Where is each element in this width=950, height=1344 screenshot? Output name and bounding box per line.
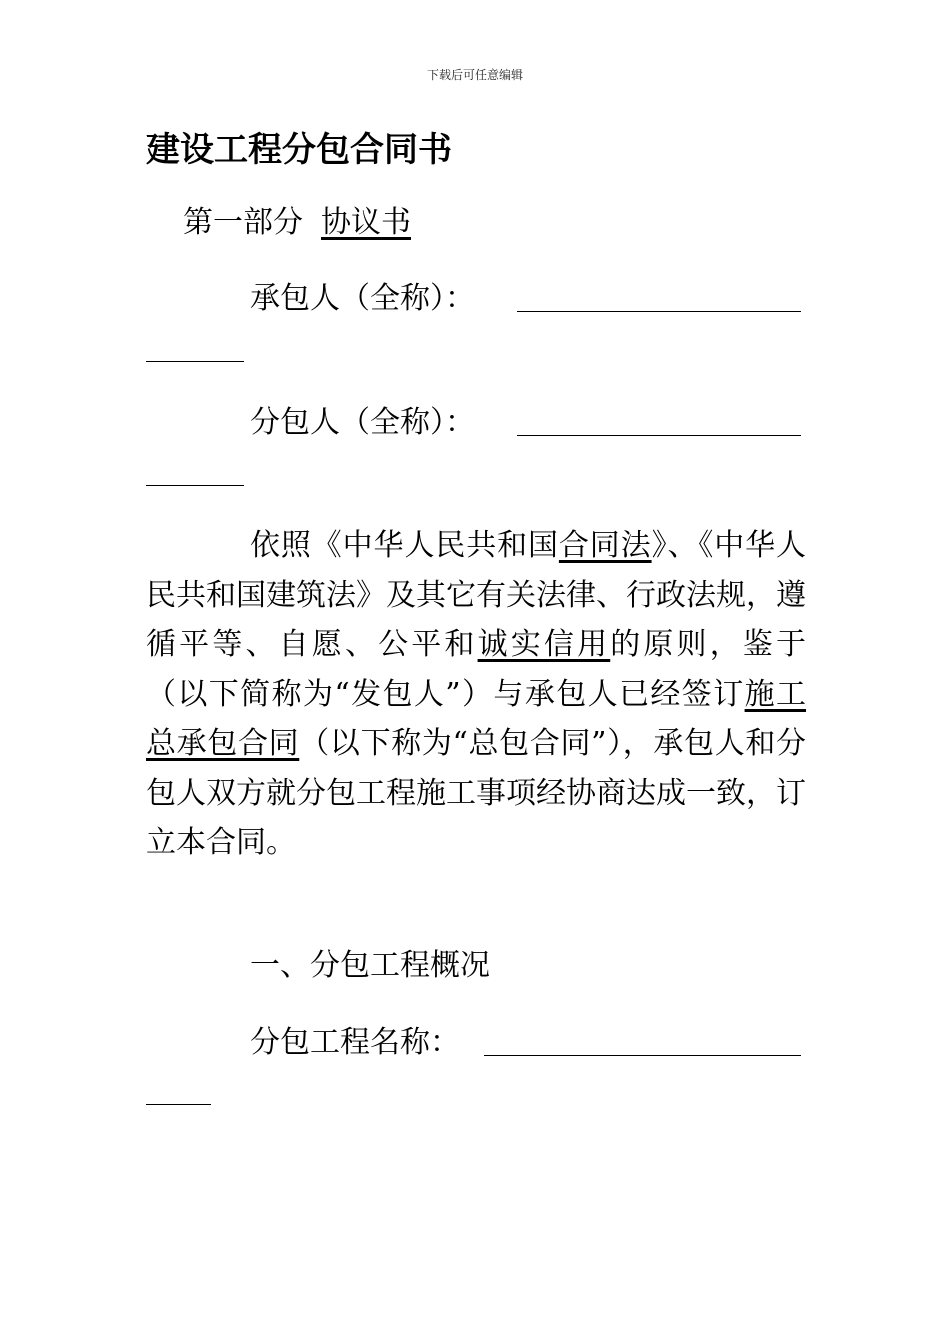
part-heading (183, 200, 411, 246)
section-heading-overview: 一、分包工程概况 (250, 948, 490, 983)
project-name-blank-line-1 (484, 1055, 801, 1056)
general-contract-link[interactable]: 施工总承包合同 (146, 676, 806, 761)
intro-text-3: 的原则，鉴于 （以下简称为“发包人”）与承包人已经签订 (146, 627, 807, 712)
good-faith-link[interactable]: 诚实信用 (477, 627, 611, 662)
contractor-blank-line-2 (146, 361, 244, 362)
intro-paragraph (146, 521, 806, 868)
intro-text-1: 依照《中华人民共和国 (250, 528, 559, 563)
page-header-note: 下载后可任意编辑 (426, 68, 523, 82)
subcontractor-blank-line-2 (146, 485, 244, 486)
part-name: 协议书 (321, 205, 411, 240)
part-label: 第一部分 (183, 205, 303, 240)
document-title: 建设工程分包合同书 (146, 130, 452, 170)
project-name-label: 分包工程名称： (250, 1025, 460, 1060)
subcontractor-blank-line-1 (517, 435, 801, 436)
contractor-label: 承包人（全称）： (250, 281, 475, 316)
subcontractor-label: 分包人（全称）： (250, 405, 475, 440)
intro-text-4: （以下称为“总包合同”），承包人和分包人双方就分包工程施工事项经协商达成一致，订立本合同。 (146, 726, 806, 860)
intro-text-2: 》、《中华人民共和国建筑法》及其它有关法律、行政法规，遵循平等、自愿、公平和 (146, 528, 807, 662)
contractor-blank-line-1 (517, 311, 801, 312)
project-name-blank-line-2 (146, 1104, 211, 1105)
contract-law-link[interactable]: 合同法 (558, 528, 652, 563)
